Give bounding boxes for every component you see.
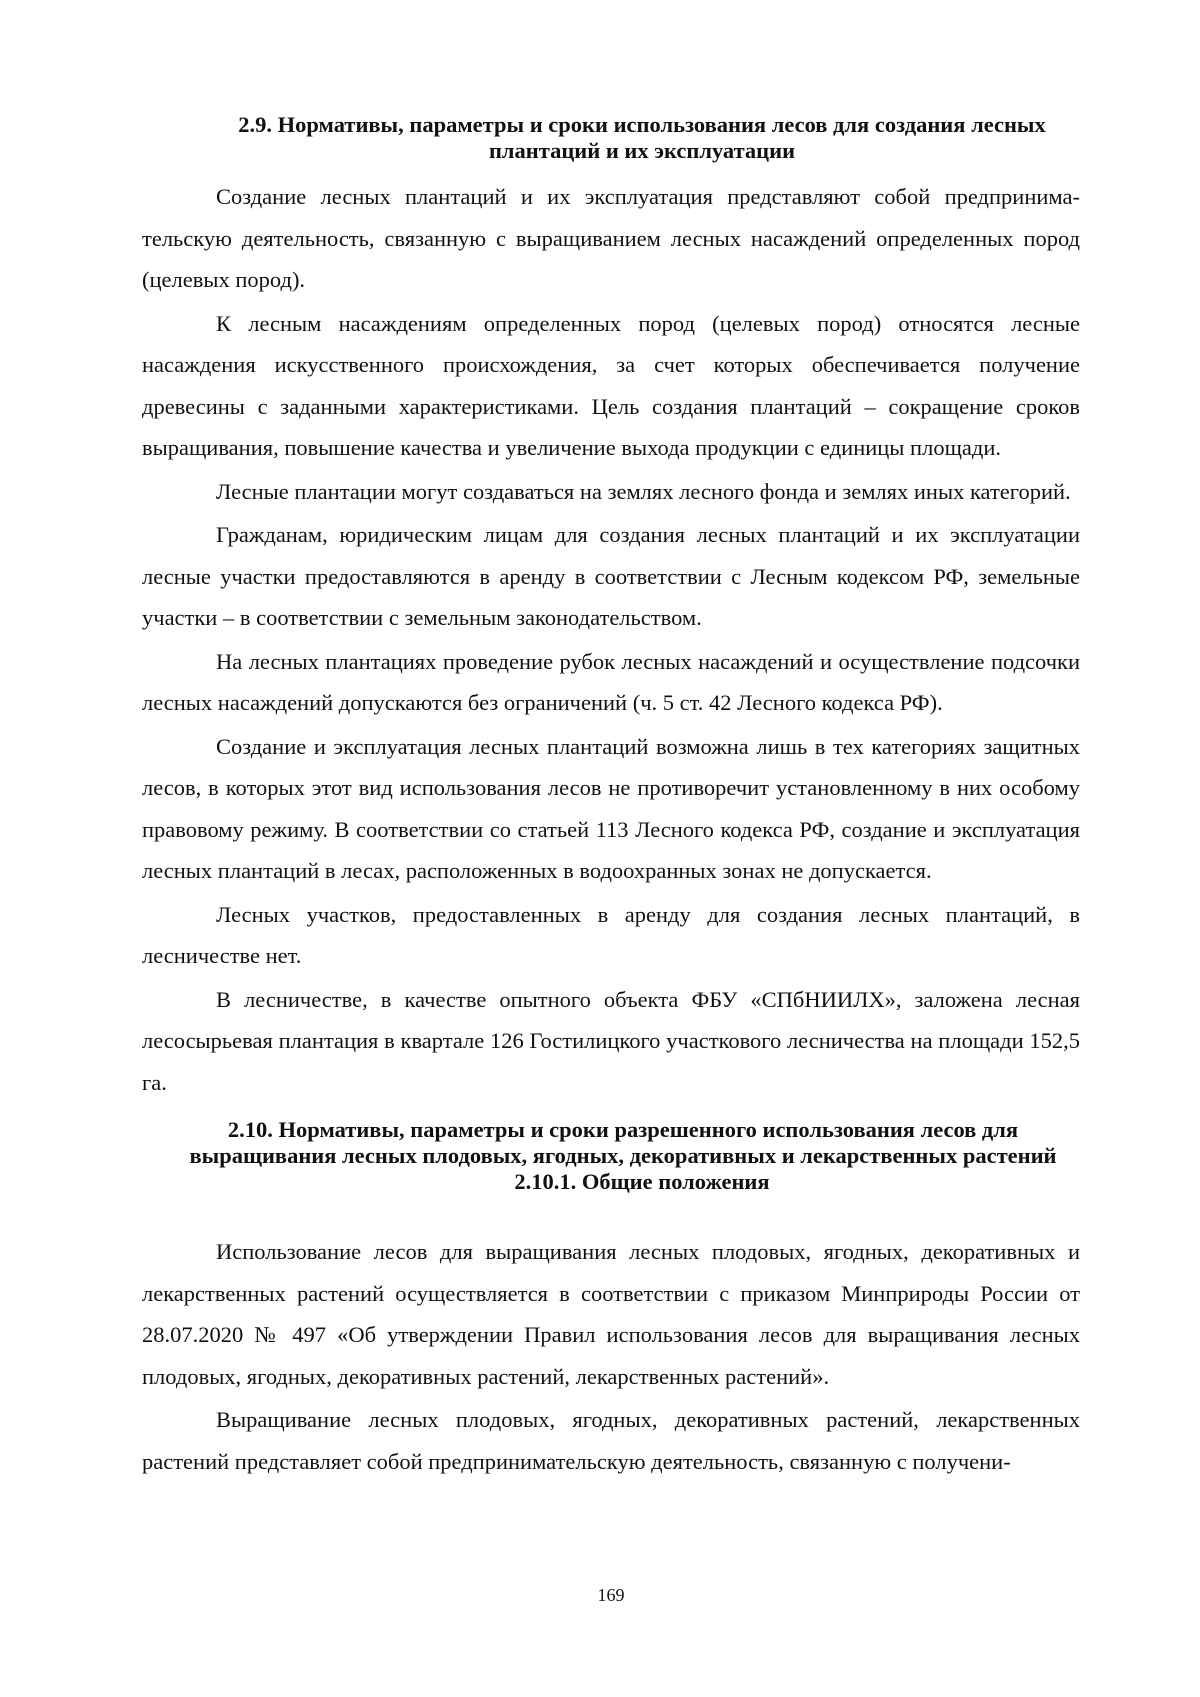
page-number: 169 bbox=[597, 1585, 625, 1605]
paragraph: Лесные плантации могут создаваться на землях лесного фонда и землях иных категорий. bbox=[216, 478, 1071, 504]
section-2-10-1-title: 2.10.1. Общие положения bbox=[514, 1169, 770, 1194]
paragraph: Использование лесов для выращивания лесных плодовых, ягодных, декоративных и лекарственных растений осуществляется в соответствии с приказом Минприроды России от 28.07.2020 № 497 «Об утверждении Правил использования лесов для выращивания лесных плодовых, ягодных, декоративных растений, лекарственных растений». bbox=[142, 1239, 1080, 1389]
paragraph: Создание лесных плантаций и их эксплуатация представляют собой предпринимательскую деятельность, связанную с выращиванием лесных насаждений определенных пород (целевых пород). bbox=[142, 184, 1080, 292]
document-page bbox=[142, 112, 1080, 1484]
paragraph: Выращивание лесных плодовых, ягодных, декоративных растений, лекарственных растений представляет собой предпринимательскую деятельность, связанную с получени- bbox=[142, 1407, 1080, 1474]
paragraph: К лесным насаждениям определенных пород (целевых пород) относятся лесные насаждения искусственного происхождения, за счет которых обеспечивается получение древесины с заданными характеристиками. Цель создания плантаций – сокращение сроков выращивания, повышение качества и увеличение выхода продукции с единицы площади. bbox=[142, 310, 1080, 460]
paragraph: Гражданам, юридическим лицам для создания лесных плантаций и их эксплуатации лесные участки предоставляются в аренду в соответствии с Лесным кодексом РФ, земельные участки – в соответствии с земельным законодательством. bbox=[142, 522, 1080, 630]
section-2-9-title: 2.9. Нормативы, параметры и сроки использования лесов для создания лесных плантаций и их эксплуатации bbox=[238, 112, 1046, 163]
section-2-10-title bbox=[142, 1117, 1080, 1169]
paragraph: На лесных плантациях проведение рубок лесных насаждений и осуществление подсочки лесных насаждений допускаются без ограничений (ч. 5 ст. 42 Лесного кодекса РФ). bbox=[142, 648, 1080, 715]
paragraph: Создание и эксплуатация лесных плантаций возможна лишь в тех категориях защитных лесов, в которых этот вид использования лесов не противоречит установленному в них особому правовому режиму. В соответствии со статьей 113 Лесного кодекса РФ, создание и эксплуатация лесных плантаций в лесах, расположенных в водоохранных зонах не допускается. bbox=[142, 733, 1080, 883]
paragraph: В лесничестве, в качестве опытного объекта ФБУ «СПбНИИЛХ», заложена лесная лесосырьевая плантация в квартале 126 Гостилицкого участкового лесничества на площади 152,5 га. bbox=[142, 986, 1080, 1095]
paragraph: Лесных участков, предоставленных в аренду для создания лесных плантаций, в лесничестве нет. bbox=[142, 901, 1080, 968]
section-2-10-title-line1: 2.10. Нормативы, параметры и сроки разрешенного использования лесов для bbox=[227, 1117, 1019, 1142]
section-2-10-title-line2: выращивания лесных плодовых, ягодных, декоративных и лекарственных растений bbox=[189, 1143, 1057, 1168]
